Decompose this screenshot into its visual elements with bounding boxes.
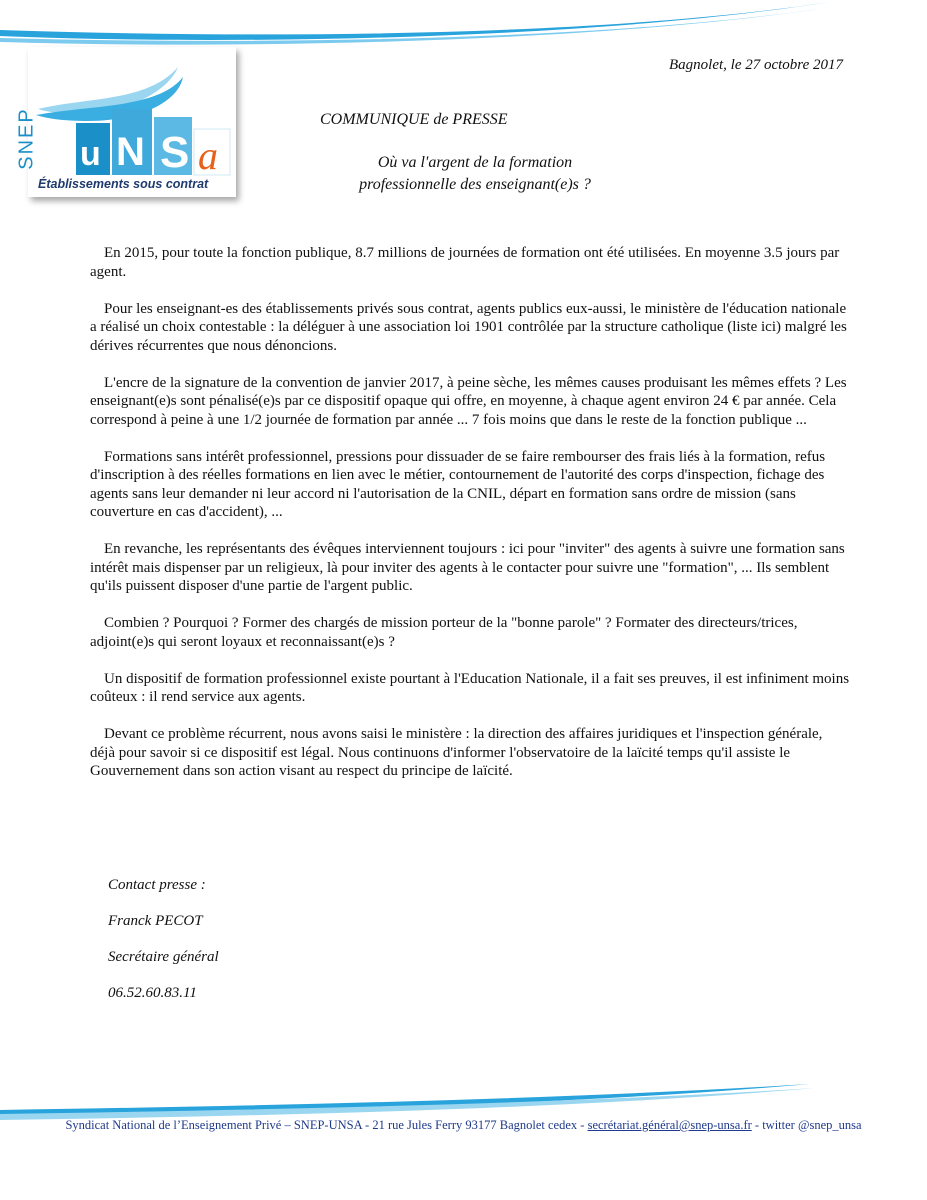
body-paragraph: Formations sans intérêt professionnel, pressions pour dissuader de se faire rembourser des frais liés à la formation, refus d'inscription à des réelles formations en lien avec le métier, contournement de l'autorité des corps d'inspection, fichage des agents sans leur demander ni leur accord ni l'autorisation de la CNIL, départ en formation sans ordre de mission (sans couverture en cas d'accident), ... — [90, 448, 826, 520]
document-subject — [300, 152, 650, 196]
svg-text:N: N — [116, 130, 145, 174]
contact-name: Franck PECOT — [108, 913, 203, 929]
body-paragraph: Pour les enseignant-es des établissements privés sous contrat, agents publics eux-aussi, le ministère de l'éducation nationale a réalisé un choix contestable : la déléguer à une association loi 1901 contrôlée par la structure catholique (liste ici) malgré les dérives récurrentes que nous dénoncions. — [90, 300, 847, 354]
contact-phone: 06.52.60.83.11 — [108, 985, 197, 1001]
contact-role: Secrétaire général — [108, 949, 219, 965]
logo-snep-text: SNEP — [15, 107, 38, 170]
bottom-swoosh-decoration — [0, 1080, 927, 1120]
body-paragraph: En revanche, les représentants des évêques interviennent toujours : ici pour "inviter" des agents à suivre une formation sans intérêt mais dispenser par un religieux, là pour inviter des agents à le contacter pour suivre une "formation", ... Ils semblent qu'ils puissent disposer d'une partie de l'argent public. — [90, 541, 845, 594]
logo-tagline: Établissements sous contrat — [38, 177, 209, 191]
body-paragraph: Devant ce problème récurrent, nous avons saisi le ministère : la direction des affaires juridiques et l'inspection générale, déjà pour savoir si ce dispositif est légal. Nous continuons d'informer l'observatoire de la laïcité temps qu'il assiste le Gouvernement dans son action visant au respect du principe de laïcité. — [90, 726, 823, 779]
body-paragraph: En 2015, pour toute la fonction publique, 8.7 millions de journées de formation ont été utilisées. En moyenne 3.5 jours par agent. — [90, 245, 840, 280]
subject-line-2: professionnelle des enseignant(e)s ? — [359, 176, 591, 193]
footer-twitter: - twitter @snep_unsa — [751, 1118, 862, 1132]
footer-email-link[interactable]: secrétariat.général@snep-unsa.fr — [587, 1118, 752, 1132]
press-contact — [108, 877, 219, 1021]
svg-text:u: u — [80, 135, 101, 173]
footer-address — [0, 1118, 927, 1133]
press-release-body — [90, 244, 850, 799]
svg-text:S: S — [160, 128, 190, 177]
document-type: COMMUNIQUE de PRESSE — [320, 111, 508, 128]
body-paragraph: Un dispositif de formation professionnel existe pourtant à l'Education Nationale, il a fait ses preuves, il est infiniment moins coûteux : il rend service aux agents. — [90, 670, 850, 705]
subject-line-1: Où va l'argent de la formation — [377, 154, 573, 171]
contact-label: Contact presse : — [108, 877, 206, 893]
top-swoosh-decoration — [0, 0, 927, 50]
svg-text:a: a — [198, 133, 218, 178]
footer-text: Syndicat National de l’Enseignement Privé – SNEP-UNSA - 21 rue Jules Ferry 93177 Bagnolet cedex - — [65, 1118, 588, 1132]
document-date: Bagnolet, le 27 octobre 2017 — [669, 57, 843, 73]
body-paragraph: L'encre de la signature de la convention de janvier 2017, à peine sèche, les mêmes causes produisant les mêmes effets ? Les enseignant(e)s sont pénalisé(e)s par ce dispositif opaque qui offre, en moyenne, à chaque agent environ 24 € par année. Cela correspond à peine à une 1/2 journée de formation par année ... 7 fois moins que dans le reste de la fonction publique ... — [90, 374, 847, 428]
snep-unsa-logo — [15, 47, 236, 197]
body-paragraph: Combien ? Pourquoi ? Former des chargés de mission porteur de la "bonne parole" ? Formater des directeurs/trices, adjoint(e)s qui seront loyaux et reconnaissant(e)s ? — [90, 615, 798, 650]
